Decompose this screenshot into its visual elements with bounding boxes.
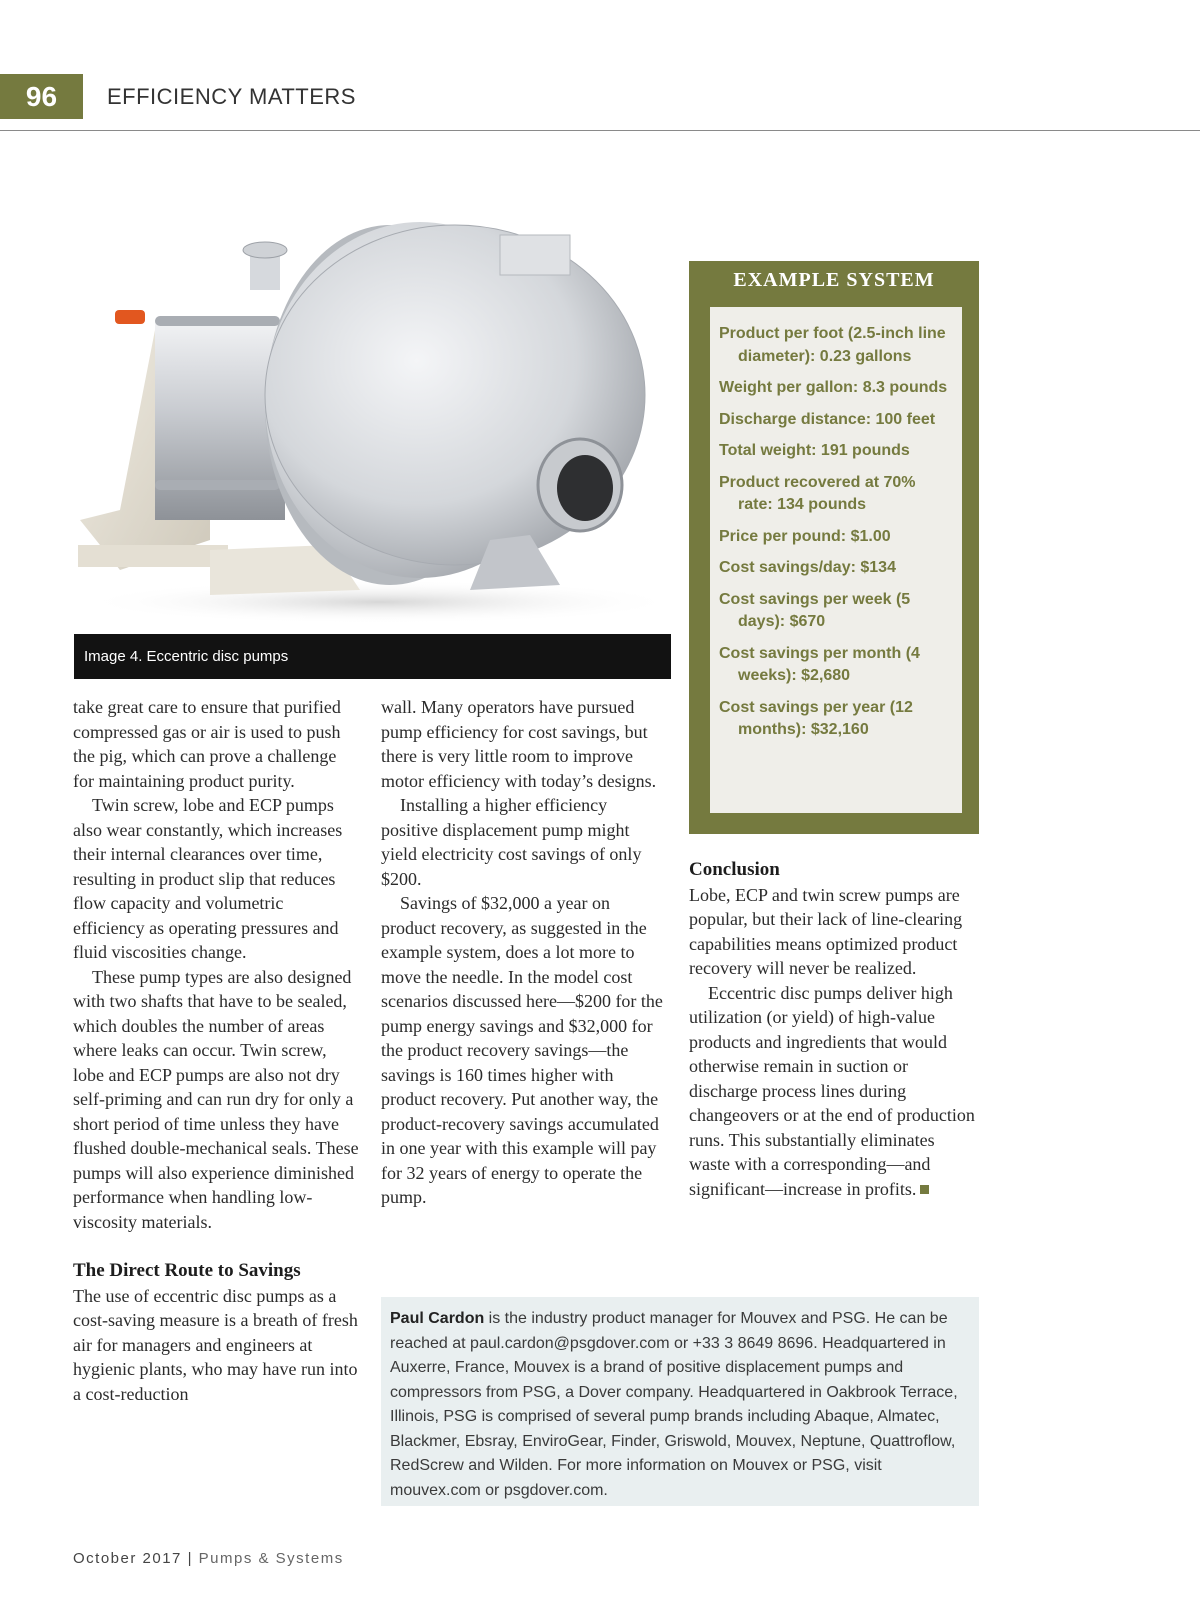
paragraph-text: Eccentric disc pumps deliver high utilization (or yield) of high-value products and ingredients that would otherwise remain in suction or discharge process lines during changeovers or at the end of production runs. This substantially eliminates waste with a corresponding—and significant—increase in profits. (689, 982, 975, 1199)
page-footer (73, 1550, 344, 1567)
paragraph: The use of eccentric disc pumps as a cost-saving measure is a breath of fresh air for managers and engineers at hygienic plants, who may have run into a cost-reduction (73, 1285, 358, 1404)
section-title: EFFICIENCY MATTERS (107, 84, 356, 109)
paragraph: wall. Many operators have pursued pump efficiency for cost savings, but there is very little room to improve motor efficiency with today’s designs. (381, 697, 657, 791)
example-item: Product recovered at 70% rate: 134 pounds (719, 473, 916, 513)
example-item: Total weight: 191 pounds (719, 442, 910, 459)
paragraph: take great care to ensure that purified compressed gas or air is used to push the pig, which can prove a challenge for maintaining product purity. (73, 697, 341, 791)
example-item: Weight per gallon: 8.3 pounds (719, 379, 948, 396)
example-system-title: EXAMPLE SYSTEM (733, 269, 935, 291)
end-of-article-icon (920, 1185, 929, 1194)
example-item: Cost savings per week (5 days): $670 (719, 590, 911, 630)
header-divider (0, 130, 1200, 131)
example-item: Cost savings/day: $134 (719, 559, 896, 576)
issue-date: October 2017 (73, 1550, 182, 1567)
subheading: Conclusion (689, 859, 780, 880)
article-column-1 (73, 695, 359, 1406)
subheading: The Direct Route to Savings (73, 1260, 301, 1281)
figure-caption: Image 4. Eccentric disc pumps (74, 634, 671, 679)
example-item: Product per foot (2.5-inch line diameter): 0.23 gallons (719, 325, 946, 365)
paragraph: Savings of $32,000 a year on product recovery, as suggested in the example system, does a lot more to move the needle. In the model cost scenarios discussed here—$200 for the pump energy savings and $32,000 for the product recovery savings—the savings is 160 times higher with product recovery. Put another way, the product-recovery savings accumulated in one year with this example will pay for 32 years of energy to operate the pump. (381, 893, 663, 1207)
example-system-sidebar (689, 261, 979, 834)
author-bio-text: is the industry product manager for Mouvex and PSG. He can be reached at paul.cardon@psgdover.com or +33 3 8649 8696. Headquartered in Auxerre, France, Mouvex is a brand of positive displacement pumps and compressors from PSG, a Dover company. Headquartered in Oakbrook Terrace, Illinois, PSG is comprised of several pump brands including Abaque, Almatec, Blackmer, Ebsray, EnviroGear, Finder, Griswold, Mouvex, Neptune, Quattroflow, RedScrew and Wilden. For more information on Mouvex or PSG, visit mouvex.com or psgdover.com. (390, 1310, 958, 1499)
paragraph: These pump types are also designed with two shafts that have to be sealed, which doubles the number of areas where leaks can occur. Twin screw, lobe and ECP pumps are also not dry self-priming and can run dry for only a short period of time unless they have flushed double-mechanical seals. These pumps will also experience diminished performance when handling low-viscosity materials. (73, 966, 359, 1232)
paragraph: Installing a higher efficiency positive displacement pump might yield electricity cost savings of only $200. (381, 795, 642, 889)
example-item: Cost savings per year (12 months): $32,160 (719, 698, 913, 738)
article-column-2 (381, 695, 666, 1210)
publication-name: Pumps & Systems (198, 1550, 344, 1567)
paragraph: Twin screw, lobe and ECP pumps also wear constantly, which increases their internal clearances over time, resulting in product slip that reduces flow capacity and volumetric efficiency as operating pressures and fluid viscosities change. (73, 795, 343, 962)
footer-separator: | (187, 1550, 193, 1567)
example-item: Cost savings per month (4 weeks): $2,680 (719, 644, 920, 684)
example-item: Price per pound: $1.00 (719, 527, 891, 545)
paragraph (689, 981, 979, 1202)
author-name: Paul Cardon (390, 1310, 485, 1327)
example-item: Discharge distance: 100 feet (719, 410, 936, 428)
paragraph: Lobe, ECP and twin screw pumps are popular, but their lack of line-clearing capabilities means optimized product recovery will never be realized. (689, 884, 963, 978)
author-bio (381, 1297, 979, 1506)
eccentric-disc-pump-photo (60, 210, 680, 630)
page-number: 96 (0, 74, 83, 119)
article-column-3 (689, 858, 979, 1201)
example-system-list (710, 307, 962, 813)
